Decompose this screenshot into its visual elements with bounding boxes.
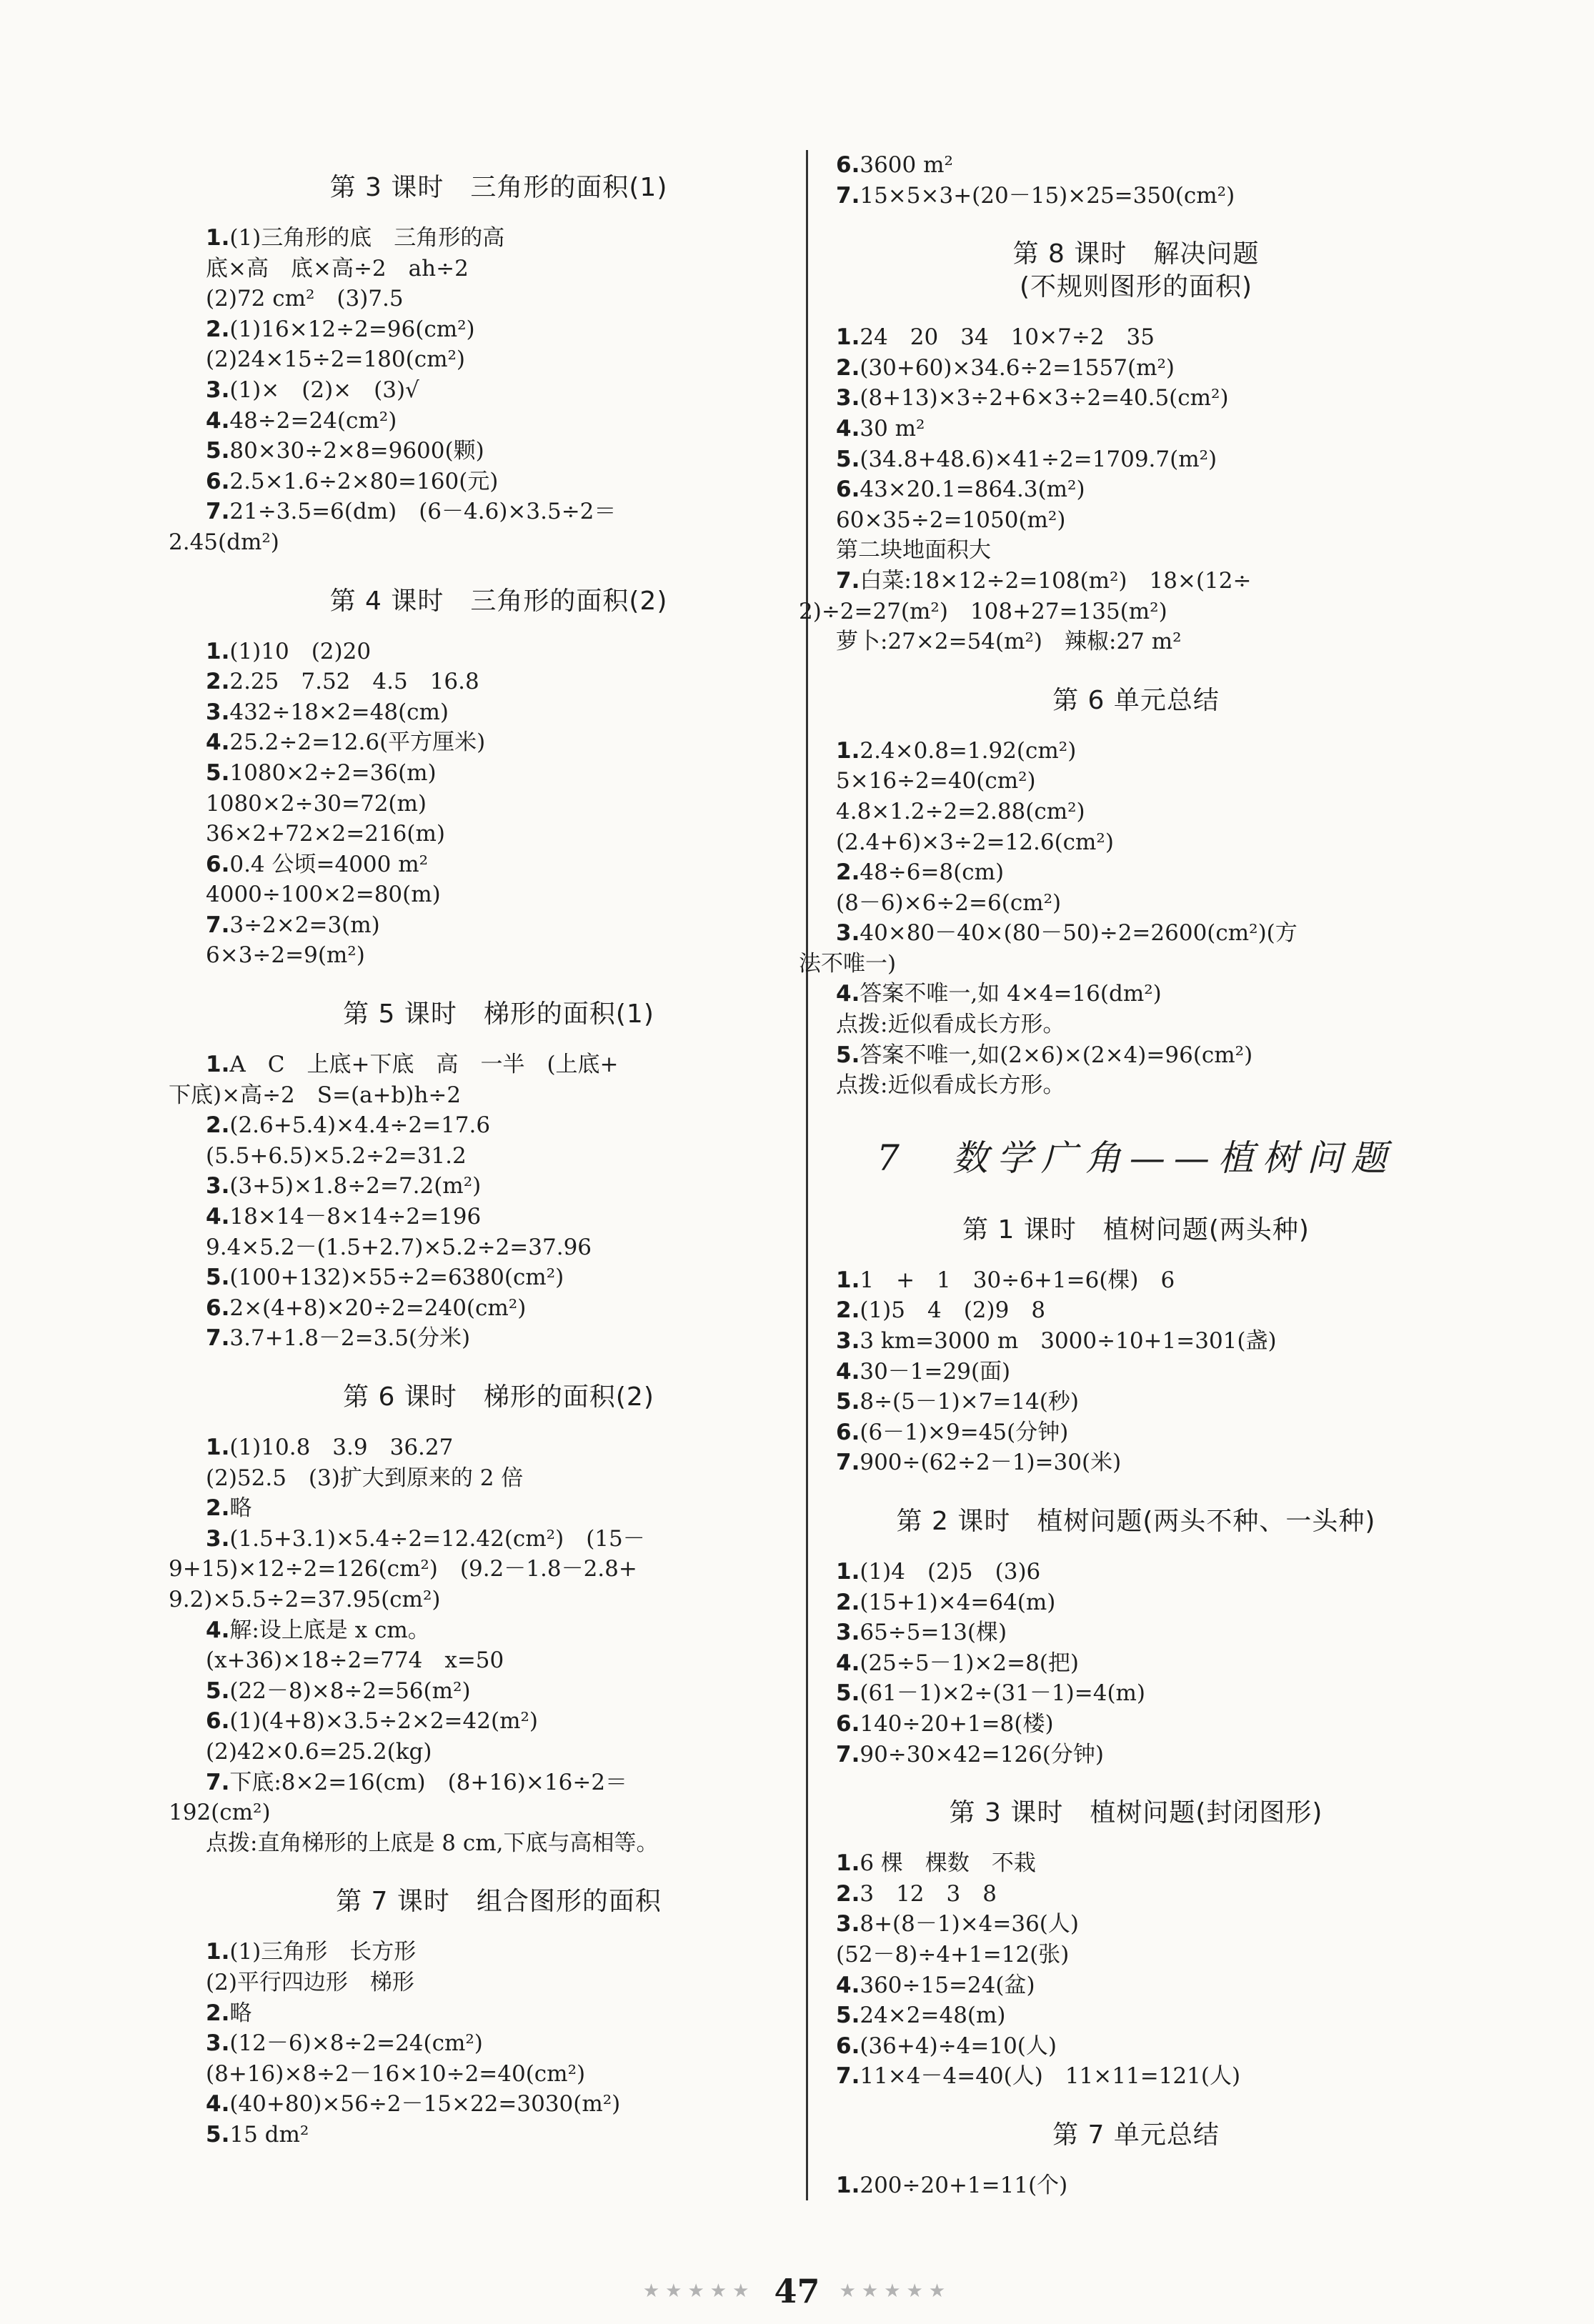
question-number: 1. bbox=[836, 1267, 860, 1293]
answer-line bbox=[799, 949, 1436, 979]
answer-line bbox=[206, 1524, 792, 1555]
section-heading: 第 7 单元总结 bbox=[1052, 2120, 1220, 2150]
answer-text: 萝卜:27×2=54(m²) 辣椒:27 m² bbox=[836, 629, 1182, 655]
section-heading: 第 3 课时 植树问题(封闭图形) bbox=[949, 1798, 1323, 1828]
answer-text: (2)72 cm² (3)7.5 bbox=[206, 286, 404, 312]
question-number: 4. bbox=[836, 1972, 860, 1998]
question-number: 4. bbox=[206, 1204, 230, 1230]
answer-text: 43×20.1=864.3(m²) bbox=[860, 477, 1085, 503]
answer-text: (2)42×0.6=25.2(kg) bbox=[206, 1738, 432, 1765]
answer-text: 3 12 3 8 bbox=[860, 1880, 997, 1907]
question-number: 1. bbox=[206, 1939, 230, 1965]
answer-line bbox=[206, 223, 792, 254]
answer-text: (34.8+48.6)×41÷2=1709.7(m²) bbox=[860, 446, 1217, 472]
answer-line bbox=[836, 1740, 1436, 1770]
answer-line bbox=[836, 1879, 1436, 1910]
question-number: 4. bbox=[206, 407, 230, 434]
answer-line bbox=[206, 1737, 792, 1767]
question-number: 5. bbox=[836, 1389, 860, 1415]
question-number: 7. bbox=[206, 499, 230, 525]
answer-text: 下底:8×2=16(cm) (8+16)×16÷2＝ bbox=[229, 1769, 628, 1795]
question-number: 4. bbox=[206, 729, 230, 756]
answer-text: 200÷20+1=11(个) bbox=[860, 2172, 1068, 2198]
answer-text: (2)24×15÷2=180(cm²) bbox=[206, 346, 465, 373]
answer-line bbox=[206, 2059, 792, 2090]
answer-line bbox=[836, 1970, 1436, 2001]
answer-line bbox=[836, 1447, 1436, 1478]
answer-text: 3600 m² bbox=[860, 152, 953, 178]
answer-line bbox=[206, 1767, 792, 1798]
answer-text: 5×16÷2=40(cm²) bbox=[836, 768, 1036, 794]
question-number: 4. bbox=[206, 2091, 230, 2118]
answer-text: 白菜:18×12÷2=108(m²) 18×(12÷ bbox=[860, 567, 1252, 594]
answer-line bbox=[206, 436, 792, 467]
question-number: 5. bbox=[206, 1265, 230, 1291]
answer-text: 40×80－40×(80－50)÷2=2600(cm²)(方 bbox=[860, 920, 1297, 947]
question-number: 5. bbox=[206, 2121, 230, 2148]
answer-text: (40+80)×56÷2－15×22=3030(m²) bbox=[229, 2091, 621, 2118]
question-number: 2. bbox=[206, 1112, 230, 1139]
answer-text: (100+132)×55÷2=6380(cm²) bbox=[229, 1265, 564, 1291]
answer-line bbox=[836, 1909, 1436, 1940]
answer-text: 略 bbox=[229, 1495, 252, 1522]
answer-line bbox=[206, 254, 792, 284]
answer-text: 9.2)×5.5÷2=37.95(cm²) bbox=[169, 1586, 441, 1612]
question-number: 3. bbox=[206, 376, 230, 403]
answer-line bbox=[836, 566, 1436, 597]
answer-line bbox=[836, 888, 1436, 919]
answer-line bbox=[836, 979, 1436, 1009]
answer-line bbox=[169, 1080, 792, 1111]
answer-text: 30 m² bbox=[860, 415, 925, 442]
question-number: 2. bbox=[836, 1880, 860, 1907]
answer-text: (x+36)×18÷2=774 x=50 bbox=[206, 1647, 504, 1674]
question-number: 3. bbox=[206, 1173, 230, 1200]
question-number: 7. bbox=[836, 1450, 860, 1476]
footer-stars-left: ★★★★★ bbox=[642, 2280, 755, 2302]
question-number: 4. bbox=[836, 1358, 860, 1385]
right-column bbox=[799, 150, 1436, 2201]
answer-line bbox=[206, 375, 792, 406]
answer-line bbox=[836, 474, 1436, 505]
answer-text: (2.6+5.4)×4.4÷2=17.6 bbox=[229, 1112, 491, 1139]
left-column bbox=[169, 143, 792, 2150]
answer-text: 下底)×高÷2 S=(a+b)h÷2 bbox=[169, 1082, 462, 1108]
answer-line bbox=[206, 1998, 792, 2029]
question-number: 7. bbox=[206, 912, 230, 938]
question-number: 2. bbox=[206, 2000, 230, 2026]
answer-text: 0.4 公顷=4000 m² bbox=[229, 851, 429, 877]
section-heading: 第 7 课时 组合图形的面积 bbox=[336, 1887, 662, 1917]
answer-text: 15 dm² bbox=[229, 2121, 309, 2148]
answer-text: (61－1)×2÷(31－1)=4(m) bbox=[860, 1680, 1146, 1707]
answer-line bbox=[206, 1232, 792, 1263]
answer-text: 60×35÷2=1050(m²) bbox=[836, 507, 1066, 533]
answer-line bbox=[836, 1848, 1436, 1879]
question-number: 1. bbox=[836, 737, 860, 764]
question-number: 2. bbox=[206, 669, 230, 695]
question-number: 3. bbox=[836, 1328, 860, 1355]
question-number: 5. bbox=[206, 1677, 230, 1704]
question-number: 5. bbox=[206, 438, 230, 464]
answer-line bbox=[206, 1202, 792, 1232]
answer-text: (22－8)×8÷2=56(m²) bbox=[229, 1677, 471, 1704]
answer-text: 底×高 底×高÷2 ah÷2 bbox=[206, 255, 469, 281]
answer-text: (3+5)×1.8÷2=7.2(m²) bbox=[229, 1173, 482, 1200]
question-number: 2. bbox=[836, 1589, 860, 1615]
question-number: 6. bbox=[206, 468, 230, 494]
answer-text: 21÷3.5=6(dm) (6－4.6)×3.5÷2＝ bbox=[229, 499, 617, 525]
section-heading: 第 4 课时 三角形的面积(2) bbox=[329, 586, 668, 616]
answer-line bbox=[206, 1323, 792, 1354]
answer-text: 140÷20+1=8(楼) bbox=[860, 1710, 1054, 1737]
answer-line bbox=[206, 1141, 792, 1172]
answer-text: 6 棵 棵数 不栽 bbox=[860, 1850, 1036, 1877]
answer-text: 2.4×0.8=1.92(cm²) bbox=[860, 737, 1077, 764]
answer-text: 2.5×1.6÷2×80=160(元) bbox=[229, 468, 499, 494]
answer-line bbox=[836, 1557, 1436, 1587]
answer-text: (2)52.5 (3)扩大到原来的 2 倍 bbox=[206, 1465, 524, 1491]
question-number: 5. bbox=[206, 759, 230, 786]
answer-line bbox=[206, 667, 792, 697]
answer-text: 答案不唯一,如 4×4=16(dm²) bbox=[860, 981, 1162, 1007]
answer-text: (1)10 (2)20 bbox=[229, 638, 372, 664]
answer-text: 2)÷2=27(m²) 108+27=135(m²) bbox=[799, 598, 1167, 624]
answer-line bbox=[169, 1585, 792, 1615]
answer-text: (8－6)×6÷2=6(cm²) bbox=[836, 889, 1062, 916]
answer-text: (8+16)×8÷2－16×10÷2=40(cm²) bbox=[206, 2060, 586, 2087]
question-number: 1. bbox=[836, 2172, 860, 2198]
answer-line bbox=[836, 1326, 1436, 1357]
answer-text: 192(cm²) bbox=[169, 1800, 271, 1826]
answer-line bbox=[169, 527, 792, 558]
answer-text: 30－1=29(面) bbox=[860, 1358, 1011, 1385]
answer-line bbox=[206, 758, 792, 789]
answer-text: 1080×2÷2=36(m) bbox=[229, 759, 437, 786]
question-number: 2. bbox=[836, 859, 860, 886]
answer-line bbox=[206, 637, 792, 667]
answer-text: 3÷2×2=3(m) bbox=[229, 912, 380, 938]
question-number: 5. bbox=[836, 446, 860, 472]
answer-text: (2.4+6)×3÷2=12.6(cm²) bbox=[836, 829, 1114, 855]
answer-text: (5.5+6.5)×5.2÷2=31.2 bbox=[206, 1142, 467, 1169]
answer-text: (36+4)÷4=10(人) bbox=[860, 2033, 1057, 2059]
question-number: 6. bbox=[836, 477, 860, 503]
answer-line bbox=[836, 627, 1436, 657]
answer-line bbox=[836, 1587, 1436, 1618]
question-number: 2. bbox=[836, 354, 860, 381]
answer-text: 点拨:直角梯形的上底是 8 cm,下底与高相等。 bbox=[206, 1830, 659, 1856]
answer-line bbox=[836, 150, 1436, 181]
answer-text: 432÷18×2=48(cm) bbox=[229, 699, 449, 725]
question-number: 3. bbox=[206, 2030, 230, 2057]
answer-line bbox=[206, 1293, 792, 1324]
question-number: 2. bbox=[206, 316, 230, 342]
question-number: 4. bbox=[836, 981, 860, 1007]
answer-line bbox=[836, 1009, 1436, 1040]
answer-line bbox=[206, 1493, 792, 1524]
question-number: 6. bbox=[836, 2033, 860, 2059]
column-divider bbox=[806, 150, 808, 2200]
answer-line bbox=[836, 1709, 1436, 1740]
answer-text: 1 + 1 30÷6+1=6(棵) 6 bbox=[860, 1267, 1175, 1293]
answer-text: (1)4 (2)5 (3)6 bbox=[860, 1559, 1041, 1585]
answer-line bbox=[836, 1295, 1436, 1326]
question-number: 6. bbox=[206, 851, 230, 877]
section-heading: 第 6 单元总结 bbox=[1052, 685, 1220, 715]
answer-text: 11×4－4=40(人) 11×11=121(人) bbox=[860, 2063, 1241, 2090]
answer-line bbox=[206, 849, 792, 880]
question-number: 7. bbox=[836, 2063, 860, 2090]
question-number: 3. bbox=[836, 920, 860, 947]
question-number: 1. bbox=[206, 1435, 230, 1460]
question-number: 5. bbox=[836, 2003, 860, 2029]
answer-text: 24×2=48(m) bbox=[860, 2003, 1006, 2029]
answer-text: 1080×2÷30=72(m) bbox=[206, 790, 427, 817]
question-number: 3. bbox=[206, 699, 230, 725]
answer-text: 2×(4+8)×20÷2=240(cm²) bbox=[229, 1295, 527, 1321]
answer-line bbox=[836, 1040, 1436, 1071]
answer-text: 4000÷100×2=80(m) bbox=[206, 882, 441, 908]
answer-line bbox=[799, 597, 1436, 627]
answer-text: 3.7+1.8－2=3.5(分米) bbox=[229, 1325, 471, 1352]
answer-line bbox=[206, 910, 792, 941]
answer-text: (25÷5－1)×2=8(把) bbox=[860, 1650, 1079, 1676]
question-number: 6. bbox=[836, 152, 860, 178]
answer-line bbox=[206, 1463, 792, 1494]
answer-line bbox=[206, 1049, 792, 1080]
answer-line bbox=[836, 1070, 1436, 1101]
question-number: 2. bbox=[836, 1297, 860, 1324]
answer-line bbox=[169, 1554, 792, 1585]
answer-text: 9.4×5.2－(1.5+2.7)×5.2÷2=37.96 bbox=[206, 1234, 592, 1260]
answer-line bbox=[206, 1432, 792, 1463]
footer-stars-right: ★★★★★ bbox=[839, 2280, 952, 2302]
answer-line bbox=[206, 819, 792, 849]
answer-line bbox=[836, 1265, 1436, 1296]
answer-line bbox=[836, 1617, 1436, 1648]
answer-text: (1)5 4 (2)9 8 bbox=[860, 1297, 1046, 1324]
question-number: 6. bbox=[836, 1419, 860, 1445]
answer-text: (1)16×12÷2=96(cm²) bbox=[229, 316, 475, 342]
answer-text: (15+1)×4=64(m) bbox=[860, 1589, 1056, 1615]
answer-text: 3 km=3000 m 3000÷10+1=301(盏) bbox=[860, 1328, 1277, 1355]
answer-text: 900÷(62÷2－1)=30(米) bbox=[860, 1450, 1122, 1476]
answer-text: (1)三角形 长方形 bbox=[229, 1939, 417, 1965]
question-number: 2. bbox=[206, 1495, 230, 1522]
question-number: 7. bbox=[206, 1769, 230, 1795]
answer-line bbox=[206, 1706, 792, 1737]
question-number: 3. bbox=[836, 385, 860, 412]
answer-text: (1)× (2)× (3)√ bbox=[229, 376, 419, 403]
answer-text: 18×14－8×14÷2=196 bbox=[229, 1204, 482, 1230]
question-number: 1. bbox=[206, 638, 230, 664]
answer-text: 答案不唯一,如(2×6)×(2×4)=96(cm²) bbox=[860, 1042, 1253, 1068]
answer-line bbox=[206, 1645, 792, 1676]
page-footer bbox=[0, 2272, 1594, 2310]
answer-text: 24 20 34 10×7÷2 35 bbox=[860, 324, 1155, 351]
answer-line bbox=[836, 181, 1436, 211]
answer-text: 8+(8－1)×4=36(人) bbox=[860, 1911, 1079, 1938]
answer-text: 65÷5=13(棵) bbox=[860, 1620, 1007, 1646]
answer-line bbox=[836, 322, 1436, 353]
question-number: 6. bbox=[206, 1708, 230, 1735]
section-heading: 第 3 课时 三角形的面积(1) bbox=[329, 173, 668, 202]
answer-text: 25.2÷2=12.6(平方厘米) bbox=[229, 729, 486, 756]
answer-line bbox=[206, 497, 792, 527]
answer-line bbox=[206, 727, 792, 758]
answer-line bbox=[206, 879, 792, 910]
answer-line bbox=[206, 1110, 792, 1141]
question-number: 4. bbox=[836, 415, 860, 442]
answer-line bbox=[836, 1648, 1436, 1679]
section-heading: (不规则图形的面积) bbox=[1019, 272, 1253, 302]
question-number: 7. bbox=[206, 1325, 230, 1352]
answer-line bbox=[206, 697, 792, 728]
answer-line bbox=[836, 918, 1436, 949]
answer-line bbox=[206, 1828, 792, 1859]
answer-text: 48÷6=8(cm) bbox=[860, 859, 1005, 886]
answer-line bbox=[169, 1797, 792, 1828]
question-number: 7. bbox=[836, 182, 860, 209]
section-heading: 第 2 课时 植树问题(两头不种、一头种) bbox=[896, 1507, 1376, 1536]
page-number: 47 bbox=[774, 2272, 820, 2310]
question-number: 6. bbox=[206, 1295, 230, 1321]
answer-text: 略 bbox=[229, 2000, 252, 2026]
answer-line bbox=[836, 505, 1436, 536]
answer-line bbox=[206, 789, 792, 819]
answer-text: 解:设上底是 x cm。 bbox=[229, 1617, 430, 1643]
answer-text: 15×5×3+(20－15)×25=350(cm²) bbox=[860, 182, 1235, 209]
question-number: 5. bbox=[836, 1042, 860, 1068]
question-number: 1. bbox=[206, 225, 230, 251]
answer-text: 80×30÷2×8=9600(颗) bbox=[229, 438, 484, 464]
answer-line bbox=[206, 1937, 792, 1968]
answer-line bbox=[836, 1678, 1436, 1709]
question-number: 3. bbox=[836, 1911, 860, 1938]
answer-text: 360÷15=24(盆) bbox=[860, 1972, 1035, 1998]
answer-line bbox=[836, 414, 1436, 444]
answer-line bbox=[836, 353, 1436, 384]
answer-text: 2.45(dm²) bbox=[169, 529, 279, 555]
answer-text: (2)平行四边形 梯形 bbox=[206, 1969, 414, 1995]
answer-text: (30+60)×34.6÷2=1557(m²) bbox=[860, 354, 1175, 381]
answer-text: 9+15)×12÷2=126(cm²) (9.2－1.8－2.8+ bbox=[169, 1556, 637, 1582]
answer-line bbox=[206, 2028, 792, 2059]
answer-line bbox=[206, 940, 792, 971]
answer-line bbox=[836, 1417, 1436, 1448]
answer-line bbox=[836, 766, 1436, 797]
answer-text: 法不唯一) bbox=[799, 950, 897, 977]
answer-text: 4.8×1.2÷2=2.88(cm²) bbox=[836, 798, 1085, 824]
answer-text: 点拨:近似看成长方形。 bbox=[836, 1012, 1065, 1038]
answer-line bbox=[206, 284, 792, 314]
question-number: 5. bbox=[836, 1680, 860, 1707]
answer-line bbox=[836, 1387, 1436, 1417]
answer-line bbox=[836, 535, 1436, 566]
answer-line bbox=[836, 2000, 1436, 2031]
answer-line bbox=[836, 2031, 1436, 2062]
section-heading: 第 8 课时 解决问题 bbox=[1012, 239, 1260, 269]
answer-text: 6×3÷2=9(m²) bbox=[206, 942, 365, 969]
answer-line bbox=[206, 1676, 792, 1707]
question-number: 3. bbox=[206, 1525, 230, 1552]
answer-line bbox=[206, 1968, 792, 1998]
answer-line bbox=[836, 1357, 1436, 1387]
answer-text: 2.25 7.52 4.5 16.8 bbox=[229, 669, 479, 695]
answer-text: (1)(4+8)×3.5÷2×2=42(m²) bbox=[229, 1708, 538, 1735]
answer-text: (52－8)÷4+1=12(张) bbox=[836, 1941, 1070, 1968]
answer-text: 点拨:近似看成长方形。 bbox=[836, 1072, 1065, 1099]
question-number: 7. bbox=[836, 1741, 860, 1767]
answer-text: (6－1)×9=45(分钟) bbox=[860, 1419, 1069, 1445]
answer-text: A C 上底+下底 高 一半 (上底+ bbox=[229, 1052, 619, 1078]
answer-text: 90÷30×42=126(分钟) bbox=[860, 1741, 1104, 1767]
answer-line bbox=[206, 406, 792, 437]
answer-line bbox=[836, 2061, 1436, 2092]
chapter-title: 7 数学广角——植树问题 bbox=[877, 1137, 1395, 1179]
question-number: 7. bbox=[836, 567, 860, 594]
answer-line bbox=[836, 797, 1436, 827]
answer-text: 36×2+72×2=216(m) bbox=[206, 821, 445, 847]
answer-line bbox=[206, 467, 792, 497]
question-number: 1. bbox=[836, 324, 860, 351]
answer-text: (1)10.8 3.9 36.27 bbox=[229, 1435, 454, 1460]
answer-line bbox=[836, 2170, 1436, 2201]
answer-text: 48÷2=24(cm²) bbox=[229, 407, 397, 434]
answer-text: (12－6)×8÷2=24(cm²) bbox=[229, 2030, 483, 2057]
answer-line bbox=[206, 2089, 792, 2120]
answer-line bbox=[836, 444, 1436, 475]
answer-line bbox=[836, 736, 1436, 767]
answer-line bbox=[206, 2120, 792, 2150]
question-number: 1. bbox=[836, 1559, 860, 1585]
answer-text: (1)三角形的底 三角形的高 bbox=[229, 225, 505, 251]
answer-line bbox=[836, 383, 1436, 414]
question-number: 6. bbox=[836, 1710, 860, 1737]
answer-text: 8÷(5－1)×7=14(秒) bbox=[860, 1389, 1079, 1415]
section-heading: 第 1 课时 植树问题(两头种) bbox=[962, 1215, 1310, 1245]
question-number: 1. bbox=[206, 1052, 230, 1078]
answer-line bbox=[836, 827, 1436, 858]
answer-text: (8+13)×3÷2+6×3÷2=40.5(cm²) bbox=[860, 385, 1229, 412]
answer-line bbox=[206, 314, 792, 345]
answer-text: 第二块地面积大 bbox=[836, 537, 991, 564]
question-number: 3. bbox=[836, 1620, 860, 1646]
section-heading: 第 5 课时 梯形的面积(1) bbox=[343, 999, 654, 1029]
question-number: 4. bbox=[836, 1650, 860, 1676]
answer-text: (1.5+3.1)×5.4÷2=12.42(cm²) (15－ bbox=[229, 1525, 645, 1552]
question-number: 1. bbox=[836, 1850, 860, 1877]
answer-line bbox=[206, 1615, 792, 1646]
answer-line bbox=[836, 857, 1436, 888]
answer-line bbox=[206, 1171, 792, 1202]
answer-line bbox=[206, 1262, 792, 1293]
section-heading: 第 6 课时 梯形的面积(2) bbox=[343, 1382, 654, 1412]
question-number: 4. bbox=[206, 1617, 230, 1643]
answer-line bbox=[206, 344, 792, 375]
answer-line bbox=[836, 1940, 1436, 1970]
